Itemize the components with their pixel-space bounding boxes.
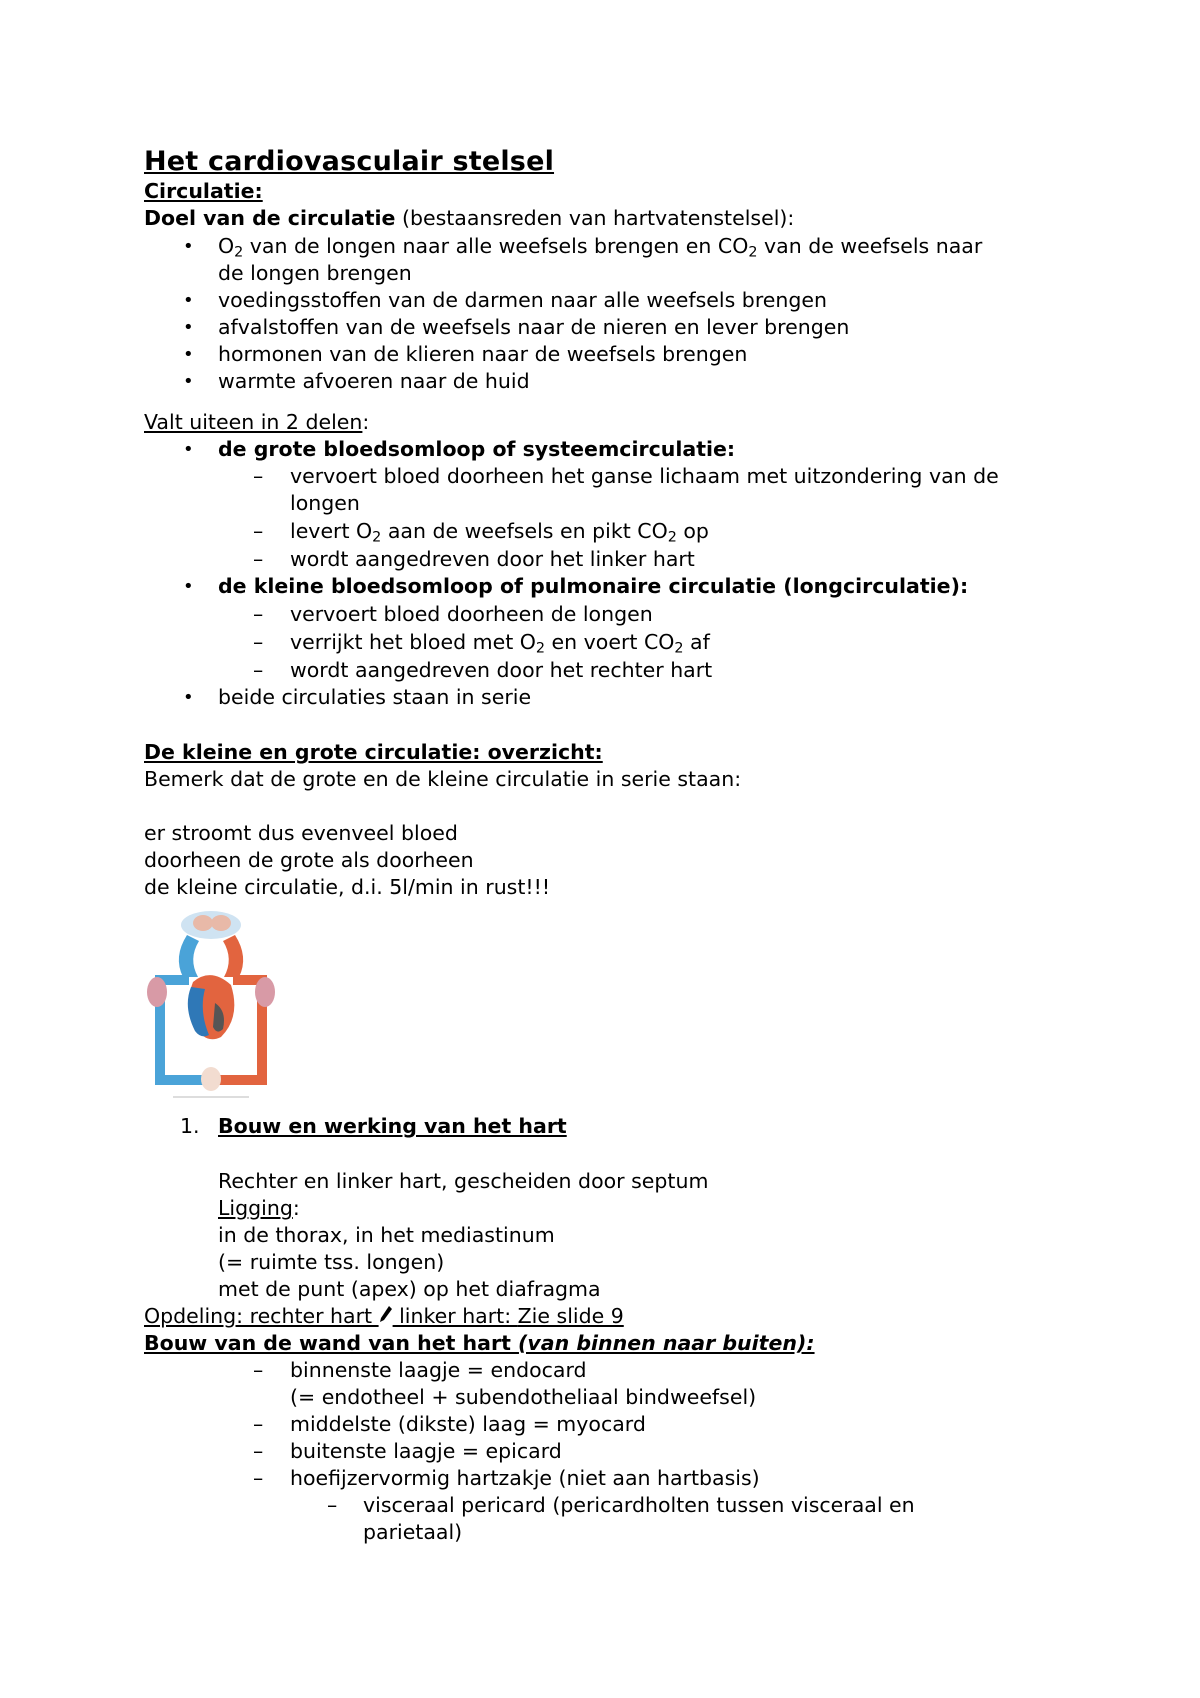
kleine-item-2 (290, 629, 710, 656)
stroomt-line-1: er stroomt dus evenveel bloed (144, 821, 458, 845)
grote-item-1: vervoert bloed doorheen het ganse lichaam met uitzondering van de (290, 464, 999, 488)
dash-icon: – (253, 1358, 264, 1382)
circulation-diagram-svg (143, 907, 279, 1104)
subscript-2: 2 (674, 640, 684, 657)
kleine-item-2-b: en voert CO (545, 630, 675, 654)
bullet-icon: • (183, 290, 194, 311)
section-1-number: 1. (180, 1114, 200, 1138)
grote-item-1-cont: longen (290, 491, 360, 515)
bullet-icon: • (183, 371, 194, 392)
dash-icon: – (327, 1493, 338, 1517)
kleine-item-3: wordt aangedreven door het rechter hart (290, 658, 713, 682)
subscript-2: 2 (748, 244, 758, 261)
kleine-item-2-c: af (683, 630, 710, 654)
wand-item-2: middelste (dikste) laag = myocard (290, 1412, 646, 1436)
subscript-2: 2 (535, 640, 546, 657)
wand-item-1-cont: (= endotheel + subendotheliaal bindweefsel) (290, 1385, 757, 1409)
subscript-2: 2 (667, 529, 677, 546)
valt-uiteen-label: Valt uiteen in 2 delen (144, 410, 363, 434)
ligging-colon: : (292, 1196, 300, 1220)
bullet-icon: • (183, 439, 194, 460)
ligging-label: Ligging (218, 1196, 293, 1220)
dash-icon: – (253, 547, 264, 571)
opdeling-line (144, 1303, 624, 1330)
doel-item-4: hormonen van de klieren naar de weefsels brengen (218, 342, 748, 366)
stroomt-line-2: doorheen de grote als doorheen (144, 848, 474, 872)
wand-heading-a: Bouw van de wand van het hart (144, 1331, 519, 1355)
bemerk-line: Bemerk dat de grote en de kleine circulatie in serie staan: (144, 767, 742, 791)
doel-rest: (bestaansreden van hartvatenstelsel): (395, 206, 795, 230)
stroomt-line-3: de kleine circulatie, d.i. 5l/min in rust!!! (144, 875, 551, 899)
kleine-heading: de kleine bloedsomloop of pulmonaire circulatie (longcirculatie): (218, 574, 969, 598)
ligging-line (218, 1195, 300, 1222)
circulation-diagram-image (143, 907, 279, 1104)
grote-item-2-b: aan de weefsels en pikt CO (381, 519, 668, 543)
wand-heading-b: (van binnen naar buiten): (518, 1331, 815, 1355)
wand-heading (144, 1330, 815, 1357)
doel-item-5: warmte afvoeren naar de huid (218, 369, 530, 393)
bullet-icon: • (183, 317, 194, 338)
dash-icon: – (253, 658, 264, 682)
grote-item-3: wordt aangedreven door het linker hart (290, 547, 695, 571)
valt-uiteen-line (144, 409, 369, 436)
dash-icon: – (253, 602, 264, 626)
doel-bold: Doel van de circulatie (144, 206, 396, 230)
doel-item-1-a: O (218, 234, 235, 258)
dash-icon: – (253, 464, 264, 488)
section-1-title: Bouw en werking van het hart (218, 1114, 567, 1138)
doel-item-1-c: van de weefsels naar (757, 234, 983, 258)
pen-icon (379, 1303, 393, 1330)
dash-icon: – (253, 1439, 264, 1463)
valt-uiteen-colon: : (362, 410, 370, 434)
doel-item-2: voedingsstoffen van de darmen naar alle weefsels brengen (218, 288, 828, 312)
circulatie-heading: Circulatie: (144, 179, 263, 203)
grote-item-2-a: levert O (290, 519, 373, 543)
punt-line: met de punt (apex) op het diafragma (218, 1277, 601, 1301)
overzicht-heading: De kleine en grote circulatie: overzicht: (144, 740, 603, 764)
doel-item-1 (218, 233, 982, 260)
opdeling-b: linker hart: (392, 1304, 518, 1328)
grote-heading: de grote bloedsomloop of systeemcirculatie: (218, 437, 736, 461)
subscript-2: 2 (234, 244, 244, 261)
wand-item-1: binnenste laagje = endocard (290, 1358, 587, 1382)
document-title: Het cardiovasculair stelsel (144, 146, 555, 177)
wand-item-3: buitenste laagje = epicard (290, 1439, 562, 1463)
doel-item-3: afvalstoffen van de weefsels naar de nieren en lever brengen (218, 315, 850, 339)
beide-item: beide circulaties staan in serie (218, 685, 532, 709)
doel-item-1-b: van de longen naar alle weefsels brengen en CO (243, 234, 749, 258)
dash-icon: – (253, 1466, 264, 1490)
doel-item-1-cont: de longen brengen (218, 261, 412, 285)
ruimte-line: (= ruimte tss. longen) (218, 1250, 445, 1274)
wand-item-4a-cont: parietaal) (363, 1520, 463, 1544)
bullet-icon: • (183, 576, 194, 597)
kleine-item-1: vervoert bloed doorheen de longen (290, 602, 653, 626)
rechter-linker-line: Rechter en linker hart, gescheiden door septum (218, 1169, 709, 1193)
thorax-line: in de thorax, in het mediastinum (218, 1223, 555, 1247)
doel-line (144, 205, 794, 232)
grote-item-2 (290, 518, 709, 545)
kleine-item-2-a: verrijkt het bloed met O (290, 630, 536, 654)
grote-item-2-c: op (676, 519, 709, 543)
bullet-icon: • (183, 687, 194, 708)
wand-item-4a: visceraal pericard (pericardholten tussen visceraal en (363, 1493, 915, 1517)
bullet-icon: • (183, 236, 194, 257)
dash-icon: – (253, 1412, 264, 1436)
opdeling-a: Opdeling: rechter hart (144, 1304, 379, 1328)
wand-item-4: hoefijzervormig hartzakje (niet aan hartbasis) (290, 1466, 760, 1490)
dash-icon: – (253, 630, 264, 654)
dash-icon: – (253, 519, 264, 543)
opdeling-slide-ref: Zie slide 9 (517, 1304, 624, 1328)
bullet-icon: • (183, 344, 194, 365)
subscript-2: 2 (372, 529, 382, 546)
